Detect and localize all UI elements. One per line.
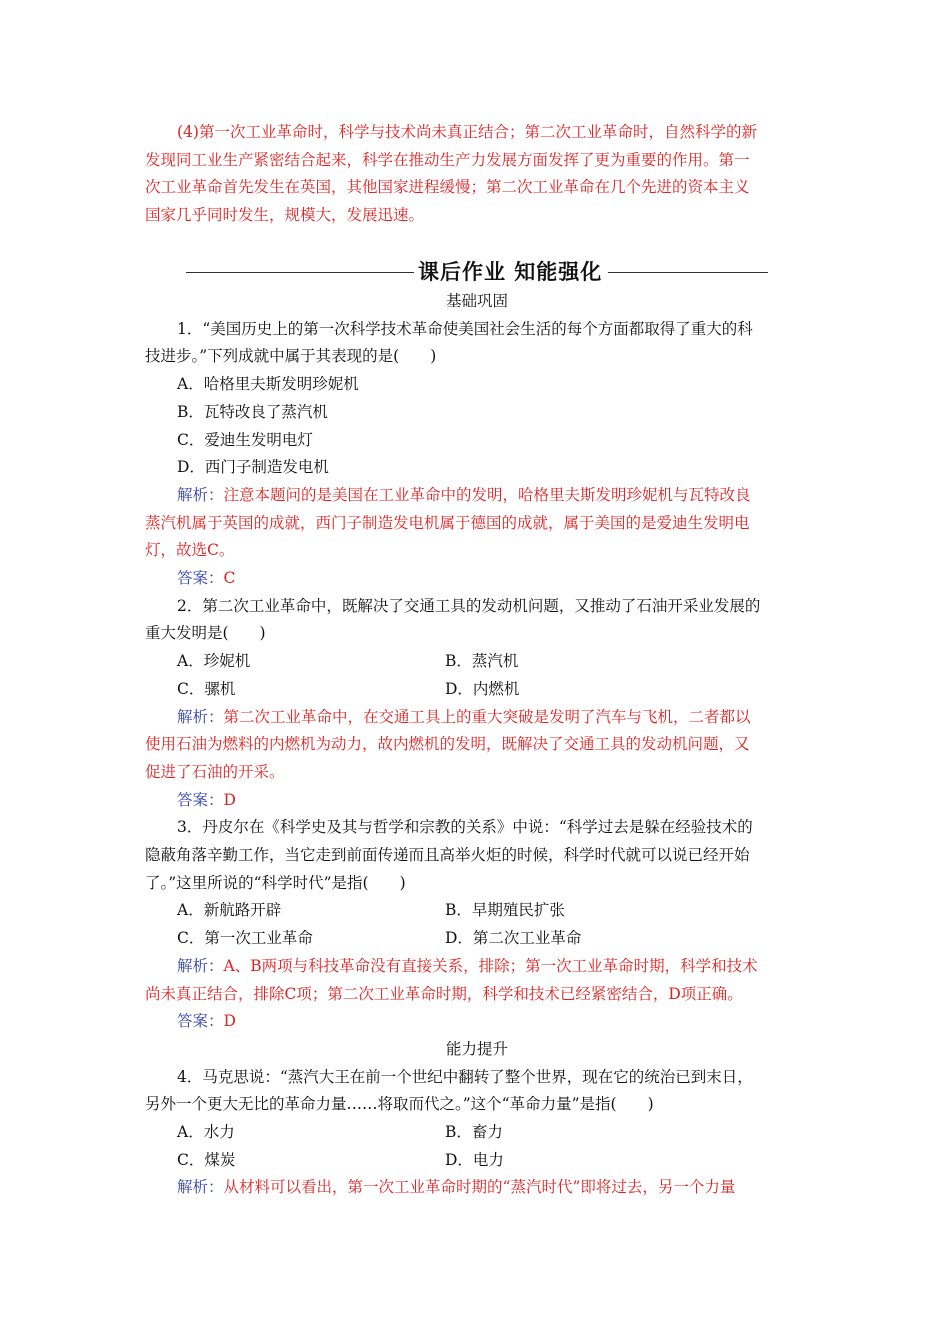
answer-label: 答案： (177, 1012, 224, 1031)
answer-value: C (223, 569, 236, 588)
analysis-label: 解析： (177, 1178, 224, 1197)
analysis (145, 953, 809, 981)
question-stem: 另外一个更大无比的革命力量……将取而代之。”这个“革命力量”是指( ) (145, 1095, 654, 1114)
option-row (145, 676, 809, 704)
analysis (145, 482, 809, 510)
option-c: C．骡机 (177, 679, 236, 698)
intro-paragraph (145, 119, 809, 230)
analysis-text: 使用石油为燃料的内燃机为动力，故内燃机的发明，既解决了交通工具的发动机问题，又 (145, 735, 750, 754)
analysis-text: 注意本题问的是美国在工业革命中的发明，哈格里夫斯发明珍妮机与瓦特改良 (223, 485, 751, 504)
analysis (145, 704, 809, 732)
question-4 (145, 1064, 809, 1202)
exercise-body (145, 288, 809, 1202)
analysis-text: 第二次工业革命中，在交通工具上的重大突破是发明了汽车与飞机，二者都以 (223, 707, 751, 726)
question-stem: 3．丹皮尔在《科学史及其与哲学和宗教的关系》中说：“科学过去是躲在经验技术的 (177, 818, 753, 837)
question-stem: 重大发明是( ) (145, 624, 266, 643)
option-a: A．新航路开辟 (177, 901, 282, 920)
question-1 (145, 316, 809, 593)
analysis (145, 1174, 809, 1202)
subsection-title-basic: 基础巩固 (445, 292, 508, 310)
subsection-title-advanced: 能力提升 (445, 1039, 508, 1058)
option-row (145, 1119, 809, 1147)
option-d: D．内燃机 (445, 679, 520, 698)
intro-line: 发现同工业生产紧密结合起来，科学在推动生产力发展方面发挥了更为重要的作用。第一 (145, 150, 750, 169)
intro-line: 次工业革命首先发生在英国，其他国家进程缓慢；第二次工业革命在几个先进的资本主义 (145, 178, 750, 197)
answer-value: D (223, 1012, 236, 1031)
question-3 (145, 814, 809, 1036)
option-a: A．水力 (177, 1123, 235, 1142)
option-row (145, 1147, 809, 1175)
question-stem: 2．第二次工业革命中，既解决了交通工具的发动机问题，又推动了石油开采业发展的 (177, 596, 761, 615)
question-stem: 技进步。”下列成就中属于其表现的是( ) (145, 347, 437, 366)
question-2 (145, 593, 809, 815)
section-title: 课后作业 知能强化 (418, 260, 603, 284)
analysis-label: 解析： (177, 956, 224, 975)
analysis-text: 蒸汽机属于英国的成就，西门子制造发电机属于德国的成就，属于美国的是爱迪生发明电 (145, 513, 750, 532)
analysis-label: 解析： (177, 485, 224, 504)
option-row (145, 925, 809, 953)
heading-rule-left (186, 272, 414, 273)
intro-line: 国家几乎同时发生，规模大，发展迅速。 (145, 206, 425, 225)
answer (145, 1008, 809, 1036)
option-a: A．哈格里夫斯发明珍妮机 (177, 375, 359, 394)
option-d: D．西门子制造发电机 (177, 458, 329, 477)
option-c: C．第一次工业革命 (177, 929, 313, 948)
option-c: C．煤炭 (177, 1150, 236, 1169)
option-d: D．第二次工业革命 (445, 929, 582, 948)
analysis-text: 尚未真正结合，排除C项；第二次工业革命时期，科学和技术已经紧密结合，D项正确。 (145, 984, 743, 1003)
question-stem: 1．“美国历史上的第一次科学技术革命使美国社会生活的每个方面都取得了重大的科 (177, 319, 753, 338)
option-a: A．珍妮机 (177, 652, 251, 671)
option-row (145, 648, 809, 676)
section-heading (186, 256, 768, 288)
analysis-text: 从材料可以看出，第一次工业革命时期的“蒸汽时代”即将过去，另一个力量 (223, 1178, 736, 1197)
analysis-text: 灯，故选C。 (145, 541, 235, 560)
option-b: B．瓦特改良了蒸汽机 (177, 402, 328, 421)
option-b: B．畜力 (445, 1123, 503, 1142)
answer (145, 787, 809, 815)
option-b: B．早期殖民扩张 (445, 901, 565, 920)
answer-label: 答案： (177, 569, 224, 588)
option-b: B．蒸汽机 (445, 652, 519, 671)
answer (145, 565, 809, 593)
analysis-text: A、B两项与科技革命没有直接关系，排除；第一次工业革命时期，科学和技术 (223, 956, 758, 975)
answer-label: 答案： (177, 790, 224, 809)
question-stem: 隐蔽角落辛勤工作，当它走到前面传递而且高举火炬的时候，科学时代就可以说已经开始 (145, 846, 750, 865)
intro-line: (4)第一次工业革命时，科学与技术尚未真正结合；第二次工业革命时，自然科学的新 (177, 123, 757, 141)
option-d: D．电力 (445, 1150, 504, 1169)
question-stem: 了。”这里所说的“科学时代”是指( ) (145, 873, 406, 892)
analysis-label: 解析： (177, 707, 224, 726)
option-row (145, 897, 809, 925)
question-stem: 4．马克思说：“蒸汽大王在前一个世纪中翻转了整个世界，现在它的统治已到末日， (177, 1067, 753, 1086)
option-c: C．爱迪生发明电灯 (177, 430, 313, 449)
analysis-text: 促进了石油的开采。 (145, 762, 285, 781)
heading-rule-right (608, 272, 768, 273)
answer-value: D (223, 790, 236, 809)
